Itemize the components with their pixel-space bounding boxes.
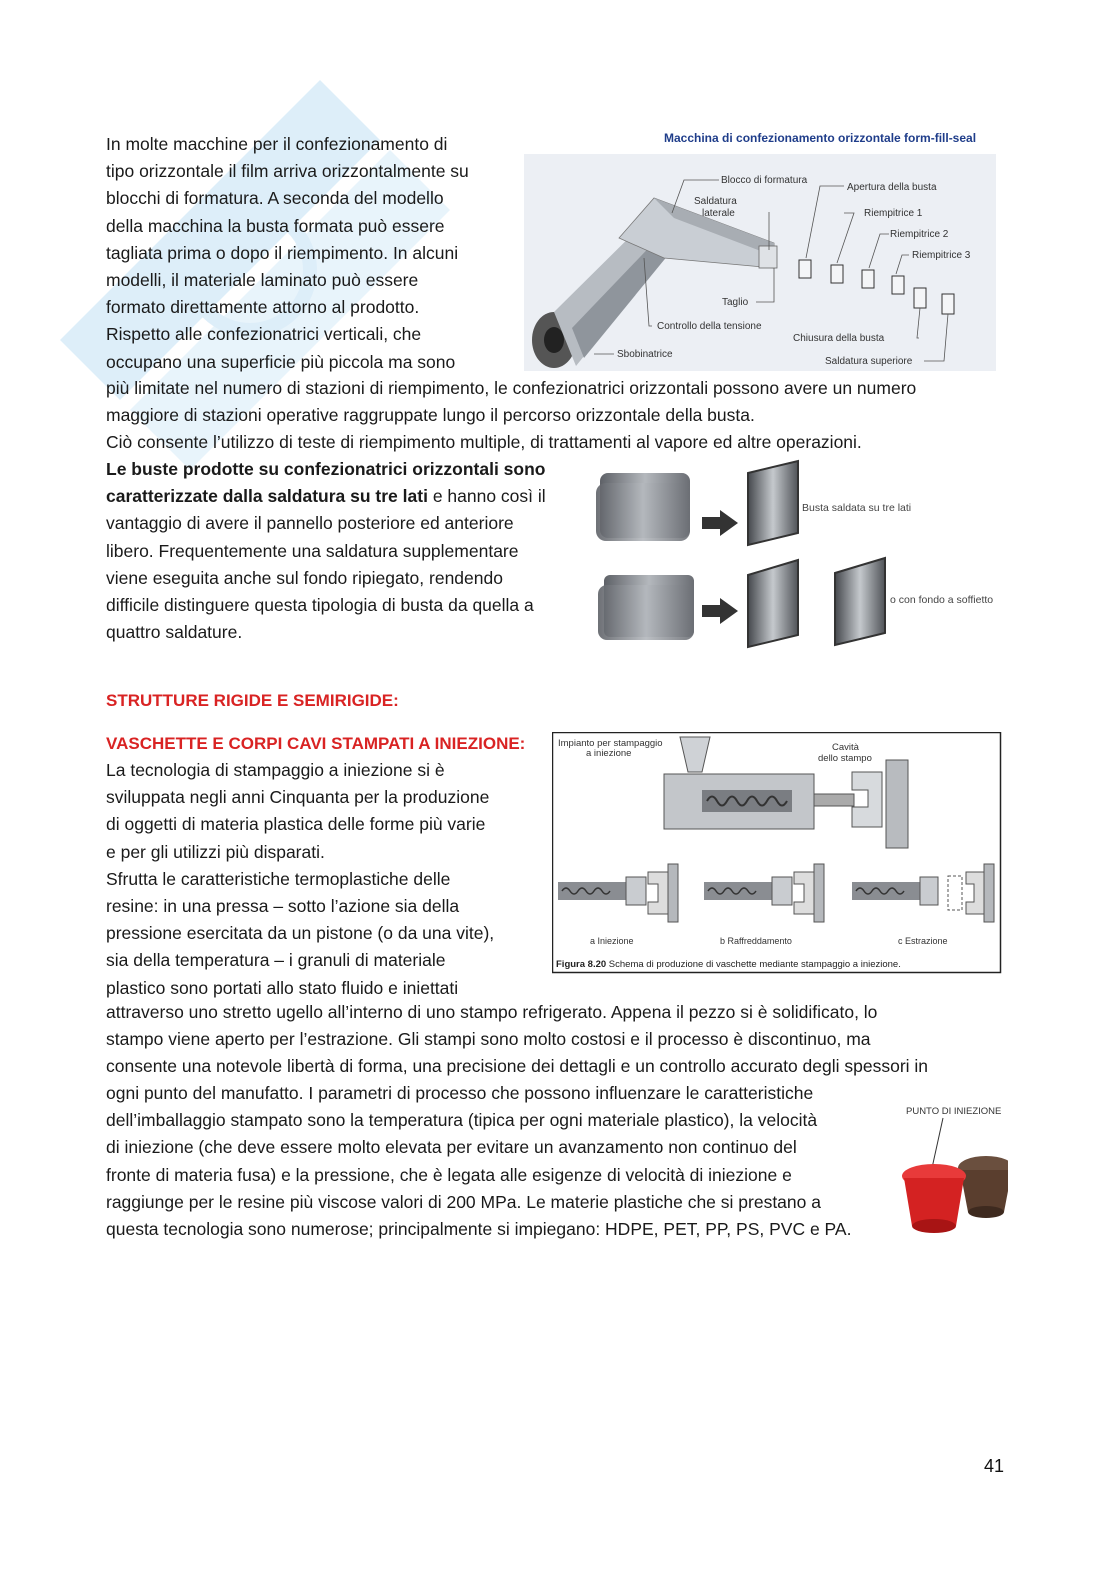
text-line: di oggetti di materia plastica delle forme più varie <box>106 814 486 835</box>
text-line: della macchina la busta formata può essere <box>106 215 445 236</box>
text-line: Rispetto alle confezionatrici verticali, che <box>106 324 422 345</box>
text-line: quattro saldature. <box>106 622 243 643</box>
text-line: modelli, il materiale laminato può essere <box>106 270 419 291</box>
text-line: e per gli utilizzi più disparati. <box>106 841 325 862</box>
caption-bold: Figura 8.20 <box>556 959 607 970</box>
paragraph-injection-molding-cont <box>106 999 1006 1081</box>
text-line: In molte macchine per il confezionamento di <box>106 134 448 154</box>
text-line: sia della temperatura – i granuli di materiale <box>106 950 446 971</box>
label-step-c: c Estrazione <box>898 936 948 946</box>
bold-text: Le buste prodotte su confezionatrici orizzontali sono <box>106 459 546 479</box>
text-line: sviluppata negli anni Cinquanta per la produzione <box>106 787 490 808</box>
text-line: più limitate nel numero di stazioni di riempimento, le confezionatrici orizzontali possono avere un numero <box>106 378 917 398</box>
label-impianto: Impianto per stampaggio <box>558 738 663 749</box>
label-saldatura-superiore: Saldatura superiore <box>825 356 913 367</box>
text-line: libero. Frequentemente una saldatura supplementare <box>106 540 519 561</box>
text-line: plastico sono portati allo stato fluido e iniettati <box>106 977 459 998</box>
label-impianto: a iniezione <box>586 748 632 759</box>
label-gusset-bag: o con fondo a soffietto <box>890 594 994 606</box>
caption-text: Schema di produzione di vaschette mediante stampaggio a iniezione. <box>606 959 901 970</box>
text-line: tipo orizzontale il film arriva orizzontalmente su <box>106 161 469 182</box>
text-line: pressione esercitata da un pistone (o da una vite), <box>106 923 495 944</box>
text-line: ogni punto del manufatto. I parametri di processo che possono influenzare le caratteristiche <box>106 1083 814 1103</box>
label-riempitrice-2: Riempitrice 2 <box>890 229 949 240</box>
paragraph-horizontal-machines <box>106 131 526 376</box>
text-line: raggiunge per le resine più viscose valori di 200 MPa. Le materie plastiche che si prestano a <box>106 1191 821 1212</box>
subsection-heading: VASCHETTE E CORPI CAVI STAMPATI A INIEZIONE: <box>106 734 526 753</box>
label-step-b: b Raffreddamento <box>720 936 792 946</box>
figure-title: Macchina di confezionamento orizzontale form-fill-seal <box>664 131 977 145</box>
text-line: vantaggio di avere il pannello posteriore ed anteriore <box>106 513 514 534</box>
text-line: dell’imballaggio stampato sono la temperatura (tipica per ogni materiale plastico), la velocità <box>106 1110 818 1131</box>
bold-text: caratterizzate dalla saldatura su tre lati <box>106 486 428 507</box>
text-line: di iniezione (che deve essere molto elevata per evitare un avanzamento non continuo del <box>106 1137 797 1158</box>
text-line: attraverso uno stretto ugello all’interno di uno stampo refrigerato. Appena il pezzo si è solidificato, lo <box>106 1002 878 1022</box>
label-sbobinatrice: Sbobinatrice <box>617 349 673 360</box>
text-line <box>106 483 576 510</box>
paragraph-injection-molding <box>106 757 546 1002</box>
paragraph-horizontal-machines-cont <box>106 375 1006 457</box>
label-controllo: Controllo della tensione <box>657 321 762 332</box>
label-cavita: dello stampo <box>818 753 872 764</box>
label-apertura: Apertura della busta <box>847 182 937 193</box>
text-line: viene eseguita anche sul fondo ripiegato, rendendo <box>106 567 503 588</box>
text-line: stampo viene aperto per l’estrazione. Gli stampi sono molto costosi e il processo è discontinuo, ma <box>106 1029 871 1050</box>
label-riempitrice-3: Riempitrice 3 <box>912 250 971 261</box>
text-line: questa tecnologia sono numerose; principalmente si impiegano: HDPE, PET, PP, PS, PVC e PA. <box>106 1219 852 1240</box>
label-taglio: Taglio <box>722 297 749 308</box>
label-step-a: a Iniezione <box>590 936 634 946</box>
text-line: maggiore di stazioni operative raggruppate lungo il percorso orizzontale della busta. <box>106 405 755 426</box>
text-line: Ciò consente l’utilizzo di teste di riempimento multiple, di trattamenti al vapore ed altre operazioni. <box>106 432 862 453</box>
figure-injection-molding <box>552 732 1002 974</box>
label-injection-point: PUNTO DI INIEZIONE <box>906 1106 1002 1117</box>
label-riempitrice-1: Riempitrice 1 <box>864 208 923 219</box>
figure-capsules <box>898 1100 1008 1240</box>
paragraph-injection-parameters <box>106 1080 896 1243</box>
paragraph-three-side-seal <box>106 456 576 646</box>
text-line: blocchi di formatura. A seconda del modello <box>106 188 444 209</box>
label-saldatura-laterale: Saldatura <box>694 196 737 207</box>
section-heading: STRUTTURE RIGIDE E SEMIRIGIDE: <box>106 691 399 710</box>
text-line: Sfrutta le caratteristiche termoplastiche delle <box>106 868 451 889</box>
text-line: resine: in una pressa – sotto l’azione sia della <box>106 896 460 917</box>
figure-caption <box>556 959 901 970</box>
page-number: 41 <box>984 1456 1005 1476</box>
label-cavita: Cavità <box>832 742 859 753</box>
text-line: difficile distinguere questa tipologia di busta da quella a <box>106 595 534 616</box>
text-line: tagliata prima o dopo il riempimento. In alcuni <box>106 242 459 263</box>
text-line: consente una notevole libertà di forma, una precisione dei dettagli e un controllo accurato degli spessori in <box>106 1056 929 1077</box>
text-line: La tecnologia di stampaggio a iniezione si è <box>106 760 445 780</box>
text-line: occupano una superficie più piccola ma sono <box>106 351 456 372</box>
figure-form-fill-seal <box>524 128 1004 373</box>
figure-bag-types <box>590 455 1010 650</box>
text-span: e hanno così il <box>427 486 546 507</box>
text-line: formato direttamente attorno al prodotto. <box>106 297 420 318</box>
text-line: fronte di materia fusa) e la pressione, che è legata alle esigenze di velocità di iniezione e <box>106 1164 792 1185</box>
label-blocco: Blocco di formatura <box>721 175 808 186</box>
label-saldatura-laterale: laterale <box>702 208 735 219</box>
text-line-bold <box>106 456 576 483</box>
label-chiusura: Chiusura della busta <box>793 333 885 344</box>
label-three-side-bag: Busta saldata su tre lati <box>802 502 912 514</box>
